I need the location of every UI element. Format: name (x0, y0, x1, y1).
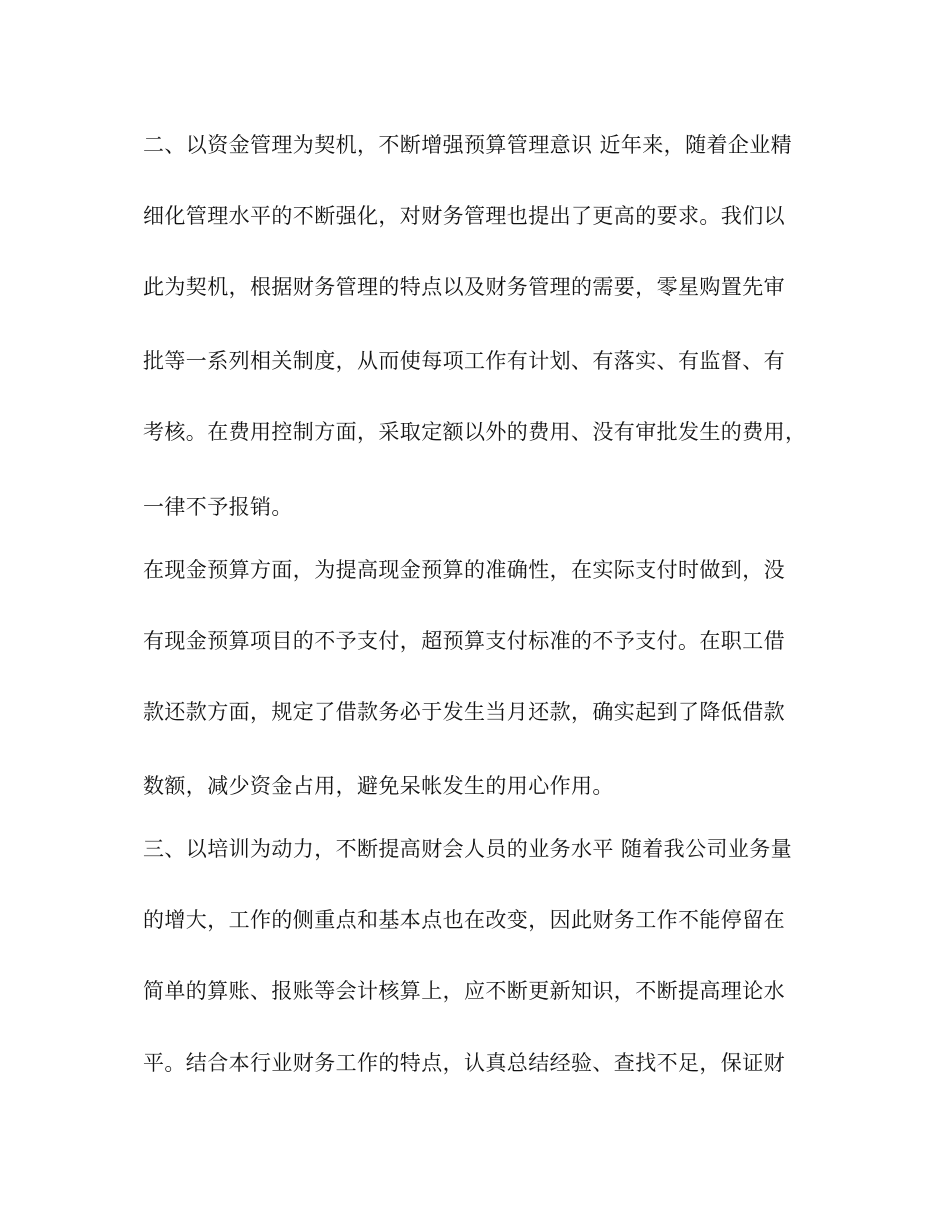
text-line: 的增大，工作的侧重点和基本点也在改变，因此财务工作不能停留在 (143, 908, 785, 932)
text-line: 此为契机，根据财务管理的特点以及财务管理的需要，零星购置先审 (143, 275, 785, 299)
text-line: 在现金预算方面，为提高现金预算的准确性，在实际支付时做到，没 (143, 558, 785, 582)
text-line: 简单的算账、报账等会计核算上，应不断更新知识，不断提高理论水 (143, 979, 785, 1003)
text-line: 批等一系列相关制度，从而使每项工作有计划、有落实、有监督、有 (143, 349, 785, 373)
text-line: 细化管理水平的不断强化，对财务管理也提出了更高的要求。我们以 (143, 204, 785, 228)
text-line: 三、以培训为动力，不断提高财会人员的业务水平 随着我公司业务量 (143, 837, 793, 861)
text-line: 平。结合本行业财务工作的特点，认真总结经验、查找不足，保证财 (143, 1051, 785, 1075)
text-line: 款还款方面，规定了借款务必于发生当月还款，确实起到了降低借款 (143, 700, 785, 724)
text-line: 一律不予报销。 (143, 495, 293, 519)
text-line: 二、以资金管理为契机，不断增强预算管理意识 近年来，随着企业精 (143, 133, 793, 157)
text-line: 有现金预算项目的不予支付，超预算支付标准的不予支付。在职工借 (143, 629, 785, 653)
text-line: 考核。在费用控制方面，采取定额以外的费用、没有审批发生的费用， (143, 420, 807, 444)
text-line: 数额，减少资金占用，避免呆帐发生的用心作用。 (143, 774, 614, 798)
